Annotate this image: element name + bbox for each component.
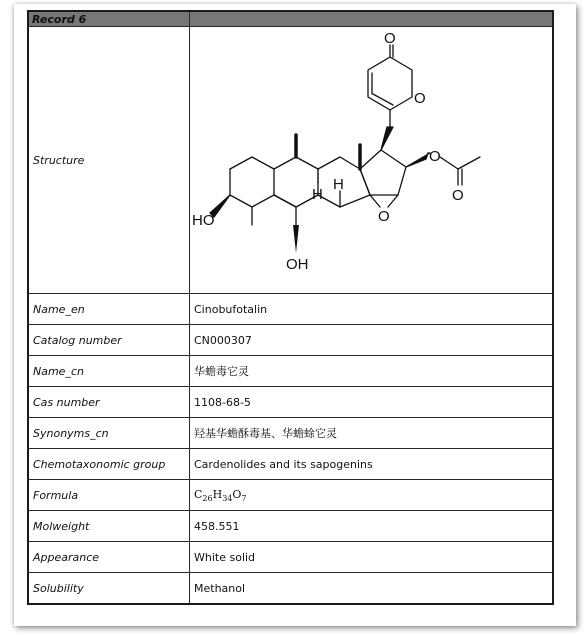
struct-o-top: O (384, 30, 396, 47)
row-key: Appearance (28, 542, 190, 573)
formula-c-count: 26 (202, 493, 213, 503)
formula-c: C (194, 487, 203, 501)
row-key: Molweight (28, 511, 190, 542)
formula-o-count: 7 (241, 493, 247, 503)
row-value: White solid (190, 542, 554, 573)
struct-h-2: H (312, 186, 323, 203)
table-row (28, 294, 553, 325)
row-key: Synonyms_cn (28, 418, 190, 449)
structure-label: Structure (28, 27, 190, 294)
row-key: Name_en (28, 294, 190, 325)
struct-h-1: H (333, 176, 344, 193)
table-row (28, 387, 553, 418)
structure-row (28, 27, 553, 294)
row-value: CN000307 (190, 325, 554, 356)
table-row (28, 573, 553, 605)
record-header-blank (190, 11, 554, 27)
struct-o-ester: O (429, 148, 441, 165)
struct-o-epoxide: O (378, 208, 390, 225)
row-value: Cardenolides and its sapogenins (190, 449, 554, 480)
row-key: Chemotaxonomic group (28, 449, 190, 480)
table-row (28, 542, 553, 573)
row-key: Catalog number (28, 325, 190, 356)
table-row (28, 480, 553, 511)
row-value: 458.551 (190, 511, 554, 542)
record-header-row (28, 11, 553, 27)
row-value: 1108-68-5 (190, 387, 554, 418)
table-row (28, 449, 553, 480)
table-row (28, 418, 553, 449)
struct-oh: OH (286, 256, 309, 273)
struct-o-carbonyl: O (452, 187, 464, 204)
row-value: 羟基华蟾酥毒基、华蟾蜍它灵 (190, 418, 554, 449)
row-value: Methanol (190, 573, 554, 605)
row-key: Name_cn (28, 356, 190, 387)
row-value: Cinobufotalin (190, 294, 554, 325)
table-row (28, 325, 553, 356)
row-key: Solubility (28, 573, 190, 605)
record-table (27, 10, 554, 605)
formula-value (190, 480, 554, 511)
struct-o-ring: O (414, 90, 426, 107)
record-title: Record 6 (28, 11, 190, 27)
structure-cell (190, 27, 554, 294)
chemical-structure-image (190, 27, 552, 290)
formula-o: O (232, 487, 242, 501)
formula-h: H (212, 487, 223, 501)
row-key: Cas number (28, 387, 190, 418)
formula-h-count: 34 (222, 493, 233, 503)
table-row (28, 511, 553, 542)
row-value: 华蟾毒它灵 (190, 356, 554, 387)
row-key: Formula (28, 480, 190, 511)
struct-ho: HO (192, 212, 215, 229)
table-row (28, 356, 553, 387)
